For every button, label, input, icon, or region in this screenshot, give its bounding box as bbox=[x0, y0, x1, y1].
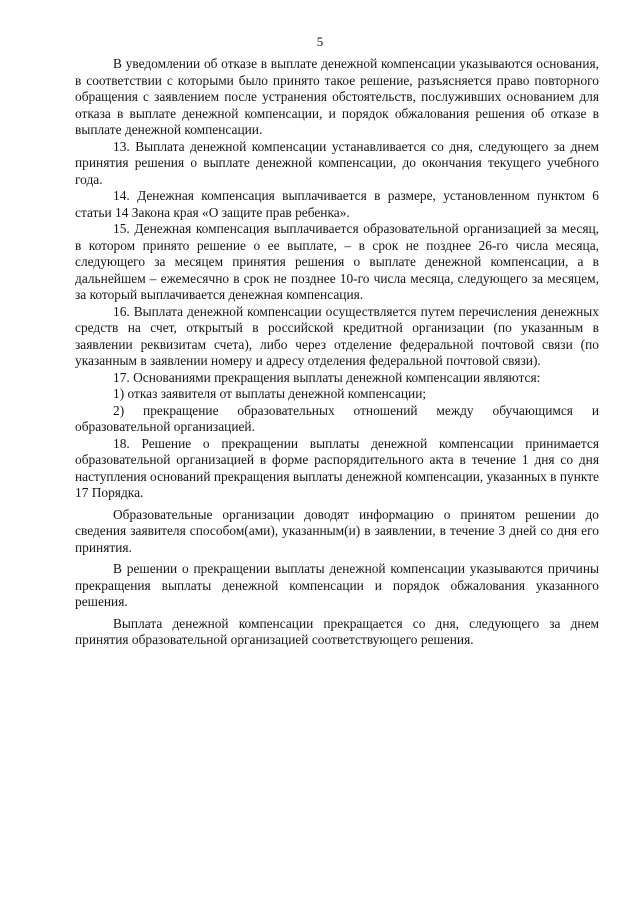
paragraph-16: 16. Выплата денежной компенсации осуществляется путем перечисления денежных средств на счет, открытый в российской кредитной организации (по указанным в заявлении реквизитам счета), либо через отделение федеральной почтовой связи (по указанным в заявлении номеру и адресу отделения федеральной почтовой связи). bbox=[75, 303, 599, 368]
paragraph-17: 17. Основаниями прекращения выплаты денежной компенсации являются: bbox=[113, 369, 541, 385]
paragraph-18: 18. Решение о прекращении выплаты денежной компенсации принимается образовательной организацией в форме распорядительного акта в течение 1 дня со дня наступления оснований прекращения выплаты денежной компенсации, указанных в пункте 17 Порядка. bbox=[75, 435, 599, 500]
paragraph-informing: Образовательные организации доводят информацию о принятом решении до сведения заявителя способом(ами), указанным(и) в заявлении, в течение 3 дней со дня его принятия. bbox=[75, 506, 599, 555]
paragraph-15: 15. Денежная компенсация выплачивается образовательной организацией за месяц, в котором принято решение о ее выплате, – в срок не позднее 26-го числа месяца, следующего за месяцем принятия решения о выплате денежной компенсации, а в дальнейшем – ежемесячно в срок не позднее 10-го числа месяца, следующего за месяцем, за который выплачивается денежная компенсация. bbox=[75, 221, 599, 302]
document-body bbox=[75, 56, 599, 649]
page-number: 5 bbox=[316, 34, 324, 49]
paragraph-13: 13. Выплата денежной компенсации устанавливается со дня, следующего за днем принятия решения о выплате денежной компенсации, до окончания текущего учебного года. bbox=[75, 138, 599, 187]
paragraph-termination-date: Выплата денежной компенсации прекращается со дня, следующего за днем принятия образовательной организацией соответствующего решения. bbox=[75, 615, 599, 647]
paragraph-decision-content: В решении о прекращении выплаты денежной компенсации указываются причины прекращения выплаты денежной компенсации и порядок обжалования указанного решения. bbox=[75, 561, 599, 609]
paragraph-17-item-2: 2) прекращение образовательных отношений между обучающимся и образовательной организацией. bbox=[75, 402, 599, 434]
paragraph-refusal-notice: В уведомлении об отказе в выплате денежной компенсации указываются основания, в соответствии с которыми было принято такое решение, разъясняется право повторного обращения с заявлением после устранения обстоятельств, послуживших основанием для отказа в выплате денежной компенсации, и порядок обжалования решения об отказе в выплате денежной компенсации. bbox=[75, 56, 599, 137]
paragraph-14: 14. Денежная компенсация выплачивается в размере, установленном пунктом 6 статьи 14 Закона края «О защите прав ребенка». bbox=[75, 188, 599, 220]
paragraph-17-item-1: 1) отказ заявителя от выплаты денежной компенсации; bbox=[113, 386, 427, 401]
